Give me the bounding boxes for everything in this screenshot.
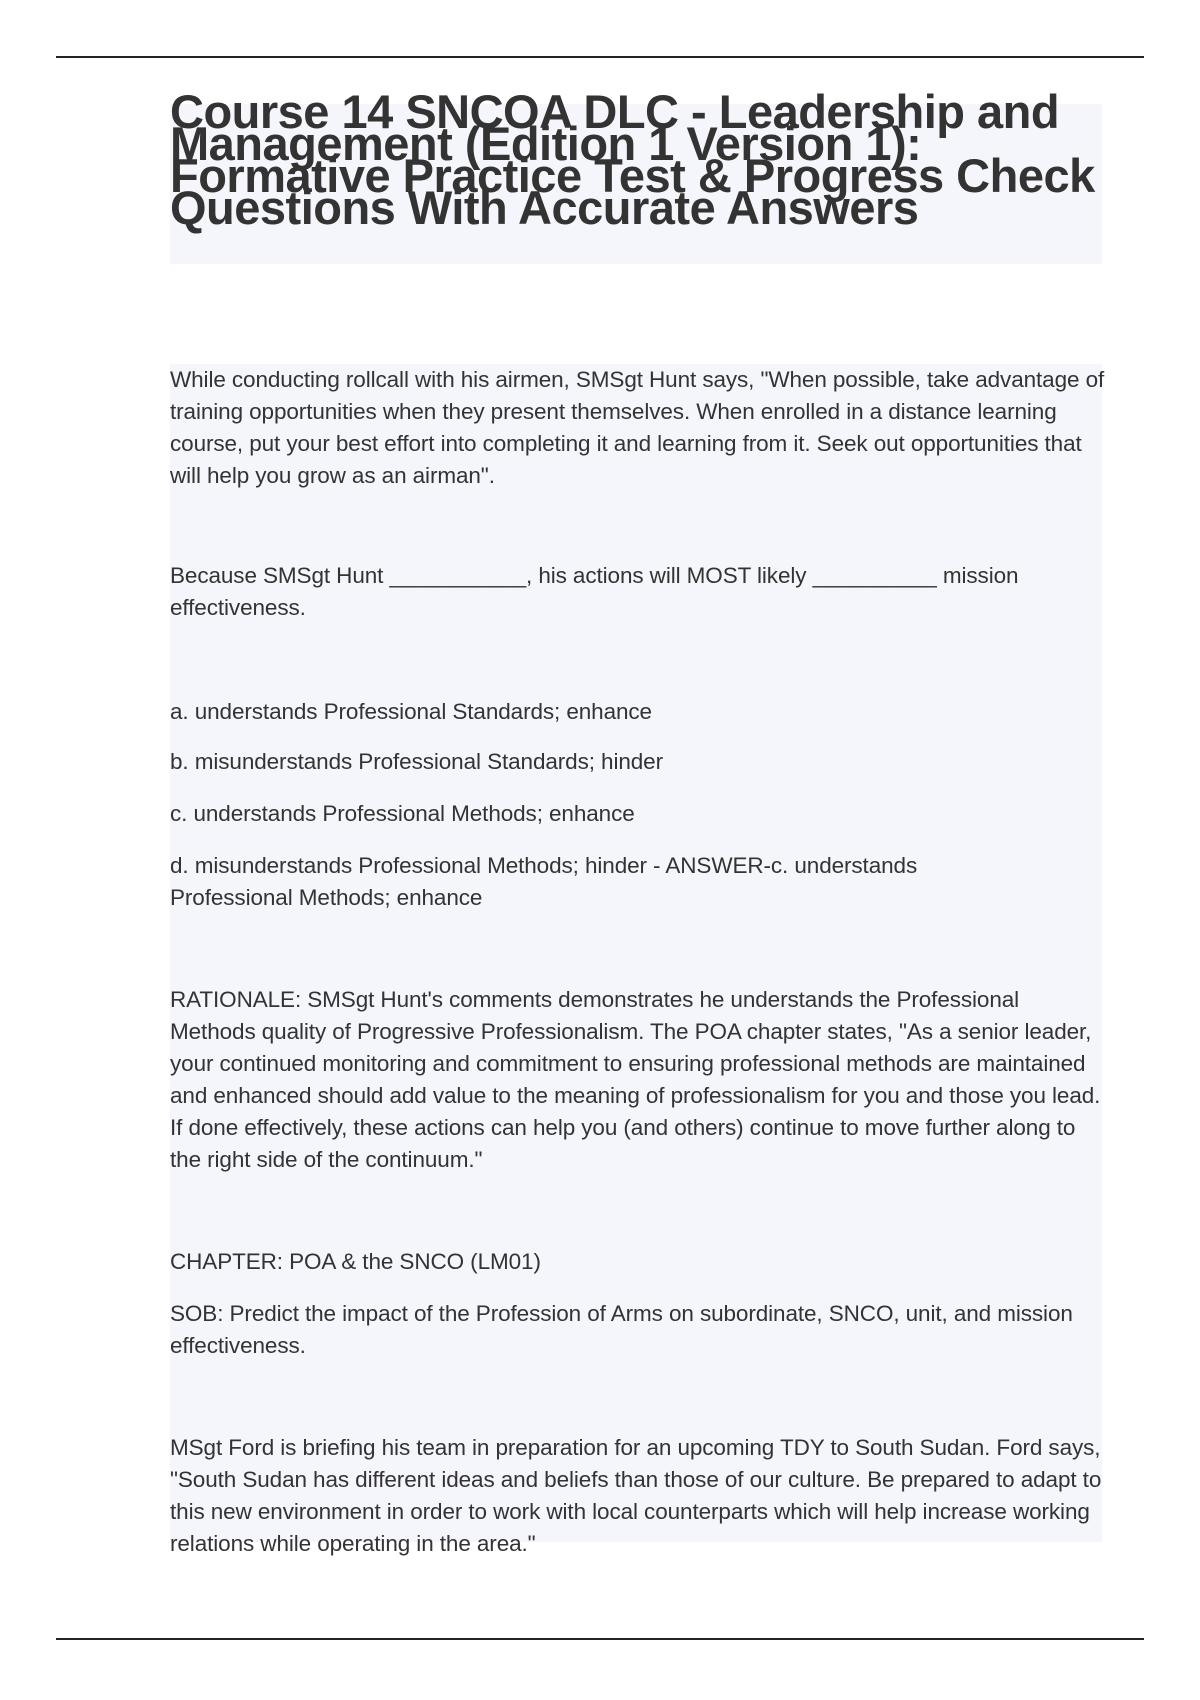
question1-rationale: RATIONALE: SMSgt Hunt's comments demonstrates he understands the Professional Methods quality of Progressive Professionalism. The POA chapter states, "As a senior leader, your continued monitoring and commitment to ensuring professional methods are maintained and enhanced should add value to the meaning of professionalism for you and those you lead. If done effectively, these actions can help you (and others) continue to move further along to the right side of the continuum." — [170, 987, 1101, 1172]
question1-option-b: b. misunderstands Professional Standards; hinder — [170, 749, 663, 774]
question1-sob: SOB: Predict the impact of the Profession of Arms on subordinate, SNCO, unit, and mission effectiveness. — [170, 1301, 1073, 1358]
document-title: Course 14 SNCOA DLC - Leadership and Management (Edition 1 Version 1): Formative Practice Test & Progress Check Questions With Accurate Answers — [170, 85, 1095, 234]
top-rule — [56, 56, 1144, 58]
question2-scenario: MSgt Ford is briefing his team in preparation for an upcoming TDY to South Sudan. Ford says, "South Sudan has different ideas and beliefs than those of our culture. Be prepared to adapt to this new environment in order to work with local counterparts which will help increase working relations while operating in the area." — [170, 1435, 1102, 1556]
question1-prompt: Because SMSgt Hunt ___________, his actions will MOST likely __________ mission effectiveness. — [170, 563, 1019, 620]
question1-chapter: CHAPTER: POA & the SNCO (LM01) — [170, 1249, 541, 1274]
question1-scenario: While conducting rollcall with his airmen, SMSgt Hunt says, "When possible, take advantage of training opportunities when they present themselves. When enrolled in a distance learning course, put your best effort into completing it and learning from it. Seek out opportunities that will help you grow as an airman". — [170, 367, 1105, 488]
bottom-rule — [56, 1638, 1144, 1640]
content-background — [170, 364, 1102, 1542]
question1-option-d-answer: d. misunderstands Professional Methods; hinder - ANSWER-c. understands Professional Methods; enhance — [170, 853, 918, 910]
question1-option-a: a. understands Professional Standards; enhance — [170, 699, 652, 724]
question1-option-c: c. understands Professional Methods; enhance — [170, 801, 635, 826]
